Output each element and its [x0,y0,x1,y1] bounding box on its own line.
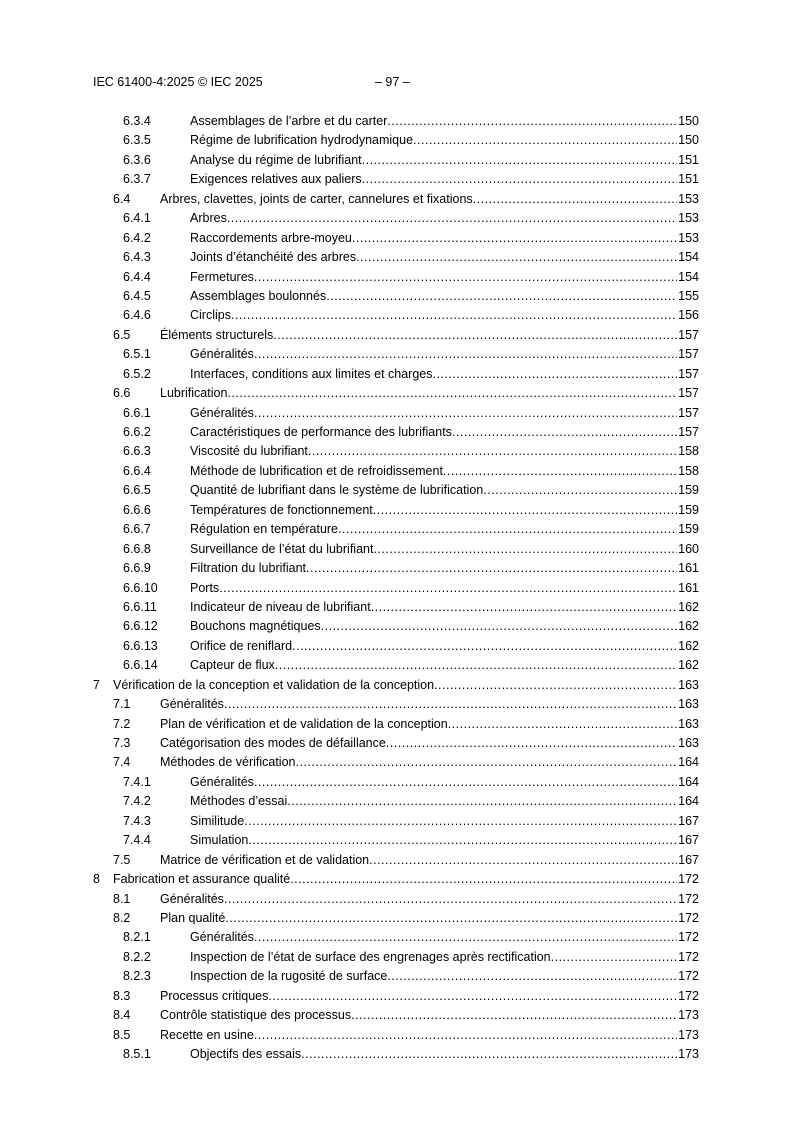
toc-entry[interactable] [93,268,699,287]
toc-entry[interactable] [93,209,699,228]
toc-entry-page: 159 [678,483,699,498]
toc-entry[interactable] [93,792,699,811]
dot-leader [362,151,678,170]
toc-entry-page: 159 [678,502,699,517]
toc-entry-number: 6.4.5 [123,288,151,303]
dot-leader [227,384,677,403]
toc-entry-page: 172 [678,988,699,1003]
dot-leader [219,579,677,598]
toc-entry-title: Surveillance de l’état du lubrifiant [190,540,373,559]
dot-leader [308,442,677,461]
toc-entry-line [190,967,699,986]
toc-entry-number: 7.3 [113,736,131,750]
toc-entry[interactable] [93,851,699,870]
toc-entry-line [190,442,699,461]
toc-entry-line [160,987,699,1006]
toc-entry[interactable] [93,637,699,656]
toc-entry-line [160,384,699,403]
toc-entry-title: Températures de fonctionnement [190,501,373,520]
dot-leader [254,268,677,287]
toc-entry-number: 6.6.12 [123,619,158,634]
dot-leader [551,948,678,967]
toc-entry-line [190,812,699,831]
toc-entry-page: 154 [678,269,699,284]
toc-entry-title: Généralités [160,695,224,714]
toc-entry-title: Fermetures [190,268,254,287]
toc-entry-title: Viscosité du lubrifiant [190,442,308,461]
dot-leader [386,734,677,753]
toc-entry[interactable] [93,559,699,578]
toc-entry-line [160,851,699,870]
toc-entry-number: 7.4 [113,755,131,770]
toc-entry-page: 153 [678,191,699,206]
toc-entry-title: Bouchons magnétiques [190,617,321,636]
toc-entry-page: 154 [678,250,699,265]
dot-leader [231,306,677,325]
toc-entry-line [113,870,699,889]
toc-entry-number: 6.6.8 [123,541,151,556]
toc-entry-line [160,909,699,928]
toc-entry-number: 6.6.9 [123,561,151,576]
dot-leader [275,656,677,675]
toc-entry-number: 8.5 [113,1027,131,1042]
toc-entry-number: 6.4.1 [123,211,151,226]
dot-leader [254,928,677,947]
toc-entry[interactable] [93,248,699,267]
toc-entry-number: 6.5.1 [123,347,151,362]
toc-entry-title: Simulation [190,831,248,850]
toc-entry-number: 6.3.5 [123,133,151,148]
toc-entry[interactable] [93,112,699,131]
toc-entry-line [190,598,699,617]
toc-entry[interactable] [93,987,699,1006]
toc-entry-title: Filtration du lubrifiant [190,559,306,578]
dot-leader [473,190,677,209]
dot-leader [268,987,677,1006]
dot-leader [254,404,677,423]
toc-entry-number: 6.6 [113,386,131,401]
toc-entry-page: 162 [678,658,699,673]
toc-entry-line [190,248,699,267]
toc-entry-page: 157 [678,405,699,420]
toc-entry-title: Circlips [190,306,231,325]
toc-entry-number: 7.5 [113,852,131,867]
toc-entry-page: 150 [678,114,699,128]
toc-entry[interactable] [93,656,699,675]
toc-entry-number: 6.4 [113,191,131,206]
toc-entry-title: Généralités [190,345,254,364]
toc-entry-number: 7.1 [113,697,131,712]
dot-leader [273,326,677,345]
dot-leader [351,1006,677,1025]
toc-entry-page: 159 [678,522,699,537]
toc-entry-line [190,365,699,384]
toc-entry-page: 172 [678,872,699,887]
toc-entry[interactable] [93,617,699,636]
toc-entry-page: 162 [678,619,699,634]
toc-entry-number: 6.5.2 [123,366,151,381]
toc-entry-number: 6.6.7 [123,522,151,537]
toc-entry-number: 6.6.4 [123,463,151,478]
dot-leader [244,812,677,831]
toc-entry[interactable] [93,423,699,442]
dot-leader [387,967,677,986]
toc-entry[interactable] [93,773,699,792]
toc-entry-page: 153 [678,230,699,245]
dot-leader [254,345,677,364]
dot-leader [413,131,677,150]
toc-entry-number: 8.2.2 [123,949,151,964]
toc-entry[interactable] [93,1045,699,1064]
toc-entry-title: Assemblages de l’arbre et du carter [190,112,387,131]
toc-entry[interactable] [93,540,699,559]
toc-entry-title: Contrôle statistique des processus [160,1006,351,1025]
toc-entry-line [160,753,699,772]
toc-entry-number: 6.5 [113,327,131,342]
page-number: – 97 – [375,75,410,89]
toc-entry-title: Similitude [190,812,244,831]
toc-entry-line [190,112,699,131]
toc-entry-title: Méthodes d’essai [190,792,287,811]
toc-entry[interactable] [93,676,699,695]
toc-entry-line [190,617,699,636]
toc-entry-title: Méthode de lubrification et de refroidissement [190,462,443,481]
toc-entry-line [190,948,699,967]
toc-entry-page: 158 [678,463,699,478]
toc-entry-page: 155 [678,288,699,303]
toc-entry[interactable] [93,151,699,170]
dot-leader [306,559,677,578]
toc-entry[interactable] [93,831,699,850]
toc-entry-number: 7 [93,677,100,692]
toc-entry-line [190,151,699,170]
toc-entry-line [190,656,699,675]
toc-entry-title: Arbres, clavettes, joints de carter, cannelures et fixations [160,190,473,209]
toc-entry-title: Généralités [190,928,254,947]
dot-leader [387,112,677,131]
toc-entry-title: Orifice de reniflard [190,637,292,656]
toc-entry[interactable] [93,967,699,986]
toc-entry-number: 6.3.4 [123,114,151,128]
toc-entry-page: 156 [678,308,699,323]
toc-entry-page: 172 [678,910,699,925]
toc-entry-line [190,404,699,423]
toc-entry-page: 167 [678,813,699,828]
toc-entry-line [160,190,699,209]
toc-entry-page: 157 [678,366,699,381]
dot-leader [483,481,677,500]
dot-leader [434,676,677,695]
toc-entry-title: Généralités [190,773,254,792]
dot-leader [371,598,677,617]
dot-leader [362,170,678,189]
dot-leader [296,753,678,772]
toc-entry-page: 157 [678,327,699,342]
toc-entry-title: Ports [190,579,219,598]
toc-entry-page: 161 [678,580,699,595]
toc-entry-title: Objectifs des essais [190,1045,301,1064]
toc-entry-number: 6.6.6 [123,502,151,517]
toc-entry-page: 163 [678,697,699,712]
dot-leader [248,831,677,850]
toc-entry-line [190,501,699,520]
toc-entry-line [190,637,699,656]
toc-entry-title: Vérification de la conception et validation de la conception [113,676,434,695]
toc-entry[interactable] [93,520,699,539]
toc-entry-number: 6.3.7 [123,172,151,187]
dot-leader [443,462,677,481]
toc-entry-page: 164 [678,755,699,770]
dot-leader [326,287,677,306]
toc-entry-line [190,579,699,598]
toc-entry-number: 8.2.3 [123,969,151,984]
toc-entry-number: 7.4.3 [123,813,151,828]
dot-leader [373,501,677,520]
toc-entry-line [190,170,699,189]
toc-entry-number: 6.4.2 [123,230,151,245]
toc-entry-page: 172 [678,891,699,906]
toc-entry-line [190,345,699,364]
toc-entry-page: 151 [678,172,699,187]
toc-entry-title: Inspection de l’état de surface des engrenages après rectification [190,948,551,967]
toc-entry[interactable] [93,890,699,909]
toc-entry-number: 6.4.6 [123,308,151,323]
toc-entry-number: 8.4 [113,1008,131,1023]
toc-entry[interactable] [93,190,699,209]
toc-entry-number: 6.6.14 [123,658,158,673]
toc-entry-page: 162 [678,599,699,614]
toc-entry-number: 8.1 [113,891,131,906]
toc-entry-title: Généralités [190,404,254,423]
toc-entry-line [160,695,699,714]
toc-entry[interactable] [93,229,699,248]
toc-entry-number: 8.5.1 [123,1047,151,1061]
toc-entry-line [190,559,699,578]
toc-entry-line [190,268,699,287]
toc-entry-title: Méthodes de vérification [160,753,296,772]
toc-entry-title: Régulation en température [190,520,338,539]
toc-entry-line [160,326,699,345]
toc-entry-number: 8.2 [113,910,131,925]
dot-leader [224,890,677,909]
toc-entry[interactable] [93,598,699,617]
toc-entry[interactable] [93,928,699,947]
toc-entry-title: Matrice de vérification et de validation [160,851,369,870]
toc-entry-line [113,676,699,695]
table-of-contents [93,112,699,1064]
toc-entry-number: 7.4.2 [123,794,151,809]
toc-entry-page: 173 [678,1047,699,1061]
dot-leader [452,423,677,442]
toc-entry-title: Recette en usine [160,1026,254,1045]
toc-entry-title: Fabrication et assurance qualité [113,870,290,889]
toc-entry[interactable] [93,384,699,403]
toc-entry-title: Capteur de flux [190,656,275,675]
toc-entry-line [190,792,699,811]
toc-entry[interactable] [93,462,699,481]
toc-entry-title: Lubrification [160,384,227,403]
dot-leader [301,1045,677,1064]
toc-entry-title: Arbres [190,209,227,228]
toc-entry[interactable] [93,715,699,734]
toc-entry-page: 163 [678,677,699,692]
toc-entry-number: 6.6.3 [123,444,151,459]
toc-entry-number: 8.3 [113,988,131,1003]
dot-leader [224,695,677,714]
toc-entry-page: 173 [678,1027,699,1042]
toc-entry-title: Généralités [160,890,224,909]
dot-leader [432,365,677,384]
dot-leader [292,637,677,656]
toc-entry-page: 151 [678,152,699,167]
toc-entry-title: Catégorisation des modes de défaillance [160,734,386,753]
toc-entry-line [160,734,699,753]
toc-entry-line [190,287,699,306]
toc-entry[interactable] [93,365,699,384]
toc-entry-title: Inspection de la rugosité de surface [190,967,387,986]
toc-entry-line [190,540,699,559]
toc-entry-title: Plan qualité [160,909,225,928]
toc-entry-page: 157 [678,347,699,362]
toc-entry-number: 6.6.2 [123,425,151,439]
toc-entry-number: 7.2 [113,716,131,731]
dot-leader [373,540,677,559]
toc-entry-page: 153 [678,211,699,226]
toc-entry-title: Analyse du régime de lubrifiant [190,151,362,170]
toc-entry[interactable] [93,287,699,306]
toc-entry-page: 163 [678,716,699,731]
toc-entry-page: 160 [678,541,699,556]
toc-entry-title: Éléments structurels [160,326,273,345]
toc-entry-number: 7.4.4 [123,833,151,848]
toc-entry-number: 7.4.1 [123,774,151,789]
document-reference: IEC 61400-4:2025 © IEC 2025 [93,75,263,89]
toc-entry-page: 173 [678,1008,699,1023]
toc-entry[interactable] [93,753,699,772]
toc-entry-page: 163 [678,736,699,750]
toc-entry[interactable] [93,734,699,753]
toc-entry[interactable] [93,404,699,423]
toc-entry-line [190,773,699,792]
toc-entry-line [190,306,699,325]
toc-entry-line [160,890,699,909]
dot-leader [352,229,677,248]
toc-entry-page: 158 [678,444,699,459]
toc-entry-page: 172 [678,969,699,984]
toc-entry-page: 162 [678,638,699,653]
toc-entry-line [190,928,699,947]
toc-entry[interactable] [93,442,699,461]
toc-entry[interactable] [93,481,699,500]
toc-entry-page: 167 [678,852,699,867]
toc-entry-page: 164 [678,774,699,789]
toc-entry-number: 6.4.4 [123,269,151,284]
toc-entry-line [190,462,699,481]
toc-entry-title: Indicateur de niveau de lubrifiant [190,598,371,617]
toc-entry-page: 157 [678,386,699,401]
toc-entry[interactable] [93,170,699,189]
toc-entry[interactable] [93,579,699,598]
toc-entry-line [190,520,699,539]
toc-entry[interactable] [93,1006,699,1025]
toc-entry-title: Assemblages boulonnés [190,287,326,306]
toc-entry-line [160,1026,699,1045]
toc-entry[interactable] [93,306,699,325]
toc-entry[interactable] [93,870,699,889]
toc-entry-number: 6.3.6 [123,152,151,167]
dot-leader [254,1026,677,1045]
toc-entry-page: 164 [678,794,699,809]
toc-entry[interactable] [93,345,699,364]
dot-leader [227,209,677,228]
toc-entry-page: 167 [678,833,699,848]
dot-leader [225,909,677,928]
dot-leader [356,248,677,267]
toc-entry-title: Régime de lubrification hydrodynamique [190,131,413,150]
toc-entry-page: 161 [678,561,699,576]
toc-entry-title: Processus critiques [160,987,268,1006]
toc-entry-number: 6.6.13 [123,638,158,653]
toc-entry-line [190,481,699,500]
toc-entry-number: 6.6.5 [123,483,151,498]
toc-entry-page: 150 [678,133,699,148]
toc-entry[interactable] [93,131,699,150]
toc-entry[interactable] [93,1026,699,1045]
toc-entry-number: 6.6.11 [123,599,157,614]
toc-entry-title: Quantité de lubrifiant dans le système de lubrification [190,481,483,500]
page-header [93,75,703,91]
toc-entry[interactable] [93,695,699,714]
toc-entry-page: 157 [678,425,699,439]
toc-entry-number: 6.4.3 [123,250,151,265]
toc-entry-line [190,423,699,442]
toc-entry-page: 172 [678,949,699,964]
toc-entry[interactable] [93,501,699,520]
toc-entry-title: Interfaces, conditions aux limites et charges [190,365,432,384]
toc-entry[interactable] [93,812,699,831]
toc-entry-number: 8 [93,872,100,887]
toc-entry-title: Caractéristiques de performance des lubrifiants [190,423,452,442]
toc-entry-line [190,209,699,228]
dot-leader [254,773,677,792]
toc-entry-line [190,229,699,248]
toc-entry-line [190,831,699,850]
toc-entry-number: 8.2.1 [123,930,151,945]
toc-entry[interactable] [93,948,699,967]
dot-leader [338,520,677,539]
dot-leader [290,870,677,889]
dot-leader [287,792,677,811]
toc-entry-title: Exigences relatives aux paliers [190,170,362,189]
toc-entry-line [160,715,699,734]
toc-entry[interactable] [93,326,699,345]
toc-entry-number: 6.6.1 [123,405,151,420]
dot-leader [321,617,677,636]
toc-entry-line [190,1045,699,1064]
toc-entry-title: Plan de vérification et de validation de la conception [160,715,448,734]
toc-entry-line [190,131,699,150]
toc-entry-title: Raccordements arbre-moyeu [190,229,352,248]
dot-leader [369,851,677,870]
toc-entry[interactable] [93,909,699,928]
dot-leader [448,715,677,734]
toc-entry-line [160,1006,699,1025]
toc-entry-number: 6.6.10 [123,580,158,595]
toc-entry-page: 172 [678,930,699,945]
toc-entry-title: Joints d’étanchéité des arbres [190,248,356,267]
